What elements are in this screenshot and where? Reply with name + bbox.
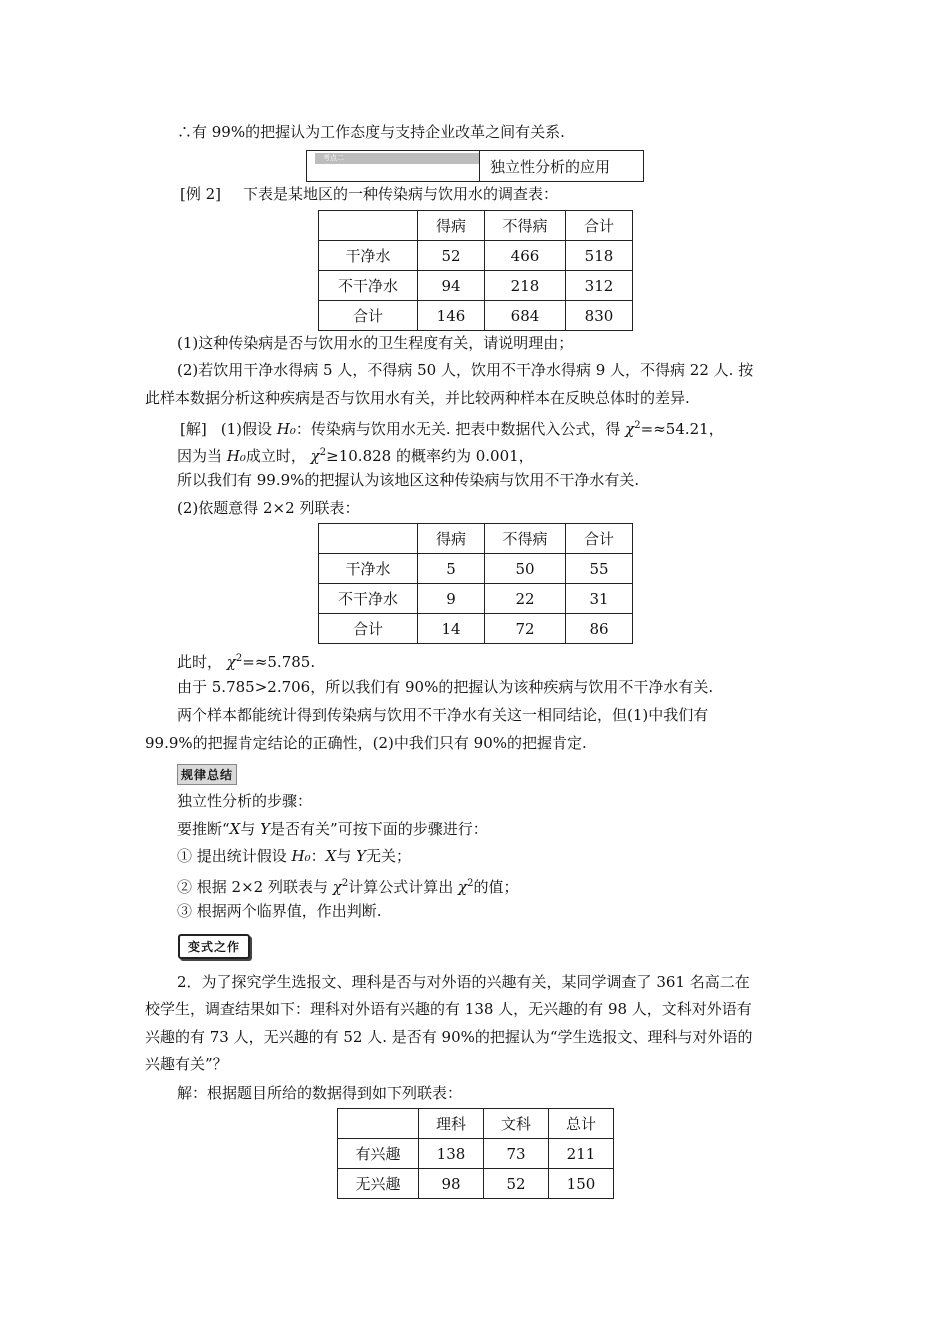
table-interest-subject (337, 1108, 614, 1199)
table-header-row (338, 1109, 614, 1139)
table-row (319, 554, 633, 584)
table-cell: 50 (485, 554, 566, 584)
table-cell: 138 (419, 1139, 484, 1169)
rule-text: ① 提出统计假设 (177, 847, 292, 865)
table-cell: 31 (566, 584, 633, 614)
table-row (338, 1169, 614, 1199)
table-header-cell: 不得病 (485, 211, 566, 241)
solution-text: ：传染病与饮用水无关. 把表中数据代入公式，得 (295, 420, 626, 438)
solution-text: ≥10.828 的概率约为 0.001， (326, 447, 534, 465)
table-cell: 52 (418, 241, 485, 271)
table-header-cell: 合计 (566, 524, 633, 554)
table-cell: 72 (485, 614, 566, 644)
table-cell: 150 (549, 1169, 614, 1199)
table-cell: 98 (419, 1169, 484, 1199)
table-cell: 146 (418, 301, 485, 331)
solution-label: [解] (180, 420, 207, 438)
chi-symbol: χ (625, 420, 635, 438)
solution-text: =≈5.785. (242, 653, 316, 671)
square-sup: 2 (319, 447, 327, 458)
table-cell: 14 (418, 614, 485, 644)
table-row (319, 271, 633, 301)
table-disease-water (318, 210, 633, 331)
square-sup: 2 (235, 653, 243, 664)
rule-text: ② 根据 2×2 列联表与 (177, 878, 333, 896)
variant-para-1: 2．为了探究学生选报文、理科是否与对外语的兴趣有关，某同学调查了 361 名高二在 (177, 973, 750, 991)
table-header-cell (319, 211, 418, 241)
table-cell: 9 (418, 584, 485, 614)
solution-line-5 (177, 649, 315, 672)
table-cell: 22 (485, 584, 566, 614)
table-header-cell: 不得病 (485, 524, 566, 554)
table-cell: 无兴趣 (338, 1169, 419, 1199)
question-1: (1)这种传染病是否与饮用水的卫生程度有关，请说明理由； (177, 334, 574, 352)
variable-x: X (229, 820, 241, 838)
chi-symbol: χ (457, 878, 468, 896)
chi-symbol: χ (310, 447, 320, 465)
solution-line-3: 所以我们有 99.9%的把握认为该地区这种传染病与饮用不干净水有关. (177, 471, 640, 489)
table-header-cell: 理科 (419, 1109, 484, 1139)
table-cell: 5 (418, 554, 485, 584)
table-cell: 合计 (319, 614, 418, 644)
table-cell: 不干净水 (319, 584, 418, 614)
solution-text: =≈54.21， (640, 420, 724, 438)
square-sup: 2 (341, 878, 349, 889)
variant-solution: 解：根据题目所给的数据得到如下列联表： (177, 1084, 463, 1102)
table-2x2-sample (318, 523, 633, 644)
rule-step-3: ③ 根据两个临界值，作出判断. (177, 902, 382, 920)
chi-symbol: χ (226, 653, 236, 671)
table-cell: 86 (566, 614, 633, 644)
table-header-cell (338, 1109, 419, 1139)
table-header-cell: 文科 (484, 1109, 549, 1139)
table-cell: 312 (566, 271, 633, 301)
example-stem: 下表是某地区的一种传染病与饮用水的调查表： (243, 185, 559, 203)
variant-para-2: 校学生，调查结果如下：理科对外语有兴趣的有 138 人，无兴趣的有 98 人，文科对外语有 (145, 1000, 752, 1018)
table-row (319, 584, 633, 614)
variable-y: Y (356, 847, 367, 865)
rule-text: 与 (336, 847, 357, 865)
table-row (338, 1139, 614, 1169)
table-header-cell: 得病 (418, 524, 485, 554)
table-cell: 218 (485, 271, 566, 301)
table-cell: 干净水 (319, 554, 418, 584)
variant-para-4: 兴趣有关”？ (145, 1055, 228, 1073)
table-cell: 有兴趣 (338, 1139, 419, 1169)
section-divider (479, 151, 480, 181)
table-row (319, 614, 633, 644)
variable-y: Y (260, 820, 271, 838)
table-cell: 94 (418, 271, 485, 301)
table-cell: 211 (549, 1139, 614, 1169)
variant-para-3: 兴趣的有 73 人，无兴趣的有 52 人. 是否有 90%的把握认为“学生选报文、理科与对外语的 (145, 1028, 753, 1046)
table-cell: 52 (484, 1169, 549, 1199)
rule-text: 的值； (473, 878, 519, 896)
table-cell: 干净水 (319, 241, 418, 271)
rule-text: ： (310, 847, 326, 865)
question-2a: (2)若饮用干净水得病 5 人，不得病 50 人，饮用不干净水得病 9 人，不得病 22 人. 按 (177, 361, 754, 379)
solution-line-7a: 两个样本都能统计得到传染病与饮用不干净水有关这一相同结论，但(1)中我们有 (177, 706, 709, 724)
section-badge (315, 153, 479, 164)
rule-title: 独立性分析的步骤： (177, 792, 313, 810)
section-badge-text: 考点二 (323, 154, 344, 162)
table-cell: 55 (566, 554, 633, 584)
table-header-cell (319, 524, 418, 554)
solution-line-2 (177, 443, 534, 466)
rule-text: 要推断“ (177, 820, 230, 838)
table-cell: 518 (566, 241, 633, 271)
section-header-box (306, 150, 644, 182)
square-sup: 2 (634, 420, 641, 431)
solution-line-4: (2)依题意得 2×2 列联表： (177, 499, 360, 517)
hypothesis-symbol: H₀ (291, 847, 311, 865)
rule-step-2 (177, 874, 518, 897)
solution-line-7b: 99.9%的把握肯定结论的正确性，(2)中我们只有 90%的把握肯定. (145, 734, 587, 752)
solution-text: 成立时， (245, 447, 311, 465)
rule-text: 与 (240, 820, 261, 838)
solution-line-1 (180, 416, 724, 439)
table-header-row (319, 524, 633, 554)
solution-text: (1)假设 (220, 420, 277, 438)
variant-exercise-tag: 变式之作 (178, 934, 250, 959)
rule-text: 无关； (366, 847, 412, 865)
solution-line-6: 由于 5.785>2.706，所以我们有 90%的把握认为该种疾病与饮用不干净水有关. (177, 678, 714, 696)
solution-text: 因为当 (177, 447, 227, 465)
rule-line-1 (177, 819, 488, 839)
table-cell: 合计 (319, 301, 418, 331)
chi-symbol: χ (332, 878, 342, 896)
hypothesis-symbol: H₀ (226, 447, 246, 465)
table-header-row (319, 211, 633, 241)
section-title: 独立性分析的应用 (490, 158, 611, 176)
rule-text: 计算公式计算出 (348, 878, 458, 896)
rule-step-1 (177, 846, 411, 866)
solution-text: 此时， (177, 653, 227, 671)
intro-line: ∴有 99%的把握认为工作态度与支持企业改革之间有关系. (177, 123, 565, 141)
example-label: [例 2] (180, 185, 222, 203)
table-header-cell: 得病 (418, 211, 485, 241)
rule-summary-tag: 规律总结 (177, 764, 237, 785)
table-cell: 73 (484, 1139, 549, 1169)
table-row (319, 241, 633, 271)
table-cell: 830 (566, 301, 633, 331)
example-line (180, 184, 558, 204)
variable-x: X (325, 847, 337, 865)
table-cell: 684 (485, 301, 566, 331)
table-cell: 466 (485, 241, 566, 271)
table-cell: 不干净水 (319, 271, 418, 301)
question-2b: 此样本数据分析这种疾病是否与饮用水有关，并比较两种样本在反映总体时的差异. (145, 389, 690, 407)
square-sup: 2 (467, 878, 474, 889)
table-header-cell: 合计 (566, 211, 633, 241)
hypothesis-symbol: H₀ (276, 420, 296, 438)
table-row (319, 301, 633, 331)
table-header-cell: 总计 (549, 1109, 614, 1139)
rule-text: 是否有关”可按下面的步骤进行： (270, 820, 488, 838)
